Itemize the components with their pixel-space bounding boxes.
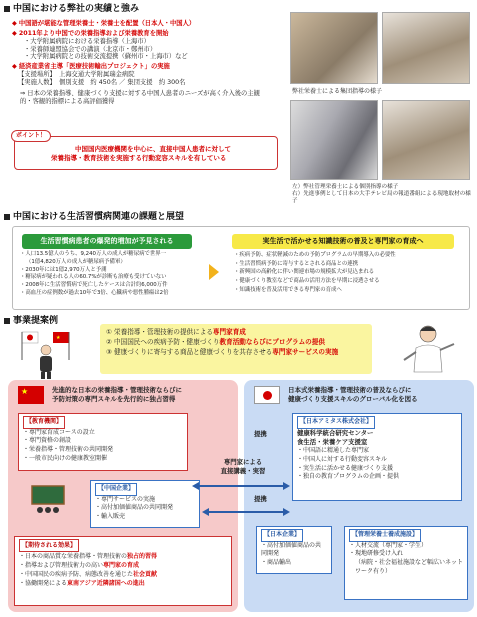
- effects-tag: 【期待される効果】: [19, 539, 79, 552]
- square-bullet-icon: [4, 6, 10, 12]
- list-item: ・専門サービスの実施: [95, 495, 156, 503]
- china-flag-icon: ★: [18, 386, 44, 404]
- partnership-label-2: 提携: [254, 495, 267, 503]
- list-item: ・健康づくり教室などで商品の活用方法を早期に浸透させる: [234, 277, 380, 284]
- amitas-dept-1: 健康科学統合研究センター: [297, 428, 374, 437]
- proposal-3: ③ 健康づくりに寄与する商品と健康づくりを共存させる専門家サービスの実施: [106, 348, 339, 357]
- list-item: ・生活習慣病予防に寄与するとされる商品との連携: [234, 260, 359, 267]
- training-facility-box: [344, 526, 468, 600]
- photo-tv-interview: [382, 100, 470, 180]
- list-item: ・高付加価値商品の共同開発: [261, 541, 322, 558]
- japan-flag-icon: [254, 386, 280, 404]
- proposal-2: ② 中国国民への疾病予防・健康づくり教育活動ならびにプログラムの提供: [106, 338, 325, 347]
- section2-title: 中国における生活習慣病関連の課題と展望: [4, 212, 184, 223]
- point-line-2: 栄養指導・教育技術を実施する行動変容スキルを有している: [51, 154, 227, 163]
- list-item: （1億4,820万人の成人が糖尿病予備軍）: [26, 258, 126, 265]
- list-item: （病院・社会福祉施設など幅広いネットワーク有り）: [355, 559, 464, 575]
- point-line-1: 中国国内医療機関を中心に、直接中国人患者に対して: [75, 145, 231, 153]
- list-item: ・指導および管理技術力の高い専門家の育成: [19, 562, 140, 569]
- list-item: ・現地研修受け入れ: [349, 550, 404, 558]
- edu-box: [18, 413, 188, 471]
- list-item: ・栄養指導・管理技術の共同開発: [23, 446, 114, 454]
- result-row: 【実施人数】 個別支援 約 450名 ／ 集団支援 約 300名: [18, 79, 186, 87]
- point-label: ポイント！: [11, 130, 51, 142]
- amitas-box: [292, 413, 462, 501]
- list-item: ・人材交流（専門家・学生）: [349, 541, 428, 549]
- amitas-tag: 【日本アミタス株式会社】: [297, 416, 375, 429]
- china-company-box: [90, 480, 200, 528]
- list-item: ・糖尿病が疑われる人の60.7%が診断も治療も受けていない: [20, 274, 167, 281]
- s1-bullet-2-list: [12, 38, 282, 62]
- issues-right-heading: 実生活で活かせる知識技術の普及と専門家の育成へ: [232, 234, 454, 249]
- svg-text:★: ★: [56, 335, 61, 341]
- photo-group-session: [290, 12, 378, 84]
- diamond-icon: ◆: [12, 29, 17, 37]
- photo-caption-1: 弊社栄養士による集団指導の様子: [292, 88, 383, 95]
- china-company-tag: 【中国企業】: [95, 483, 137, 496]
- s1-conclusion: ⇒ 日本の栄養指導、健康づくり支援に対する中国人患者のニーズが高く介入後の主観的・客観的指標による高評価獲得: [20, 89, 260, 105]
- double-arrow-top: [192, 482, 290, 488]
- list-item: ・栄養師連盟協会での講演（北京市・鄭州市）: [24, 45, 157, 53]
- expected-effects-box: [14, 536, 232, 606]
- training-facility-tag: 【管理栄養士養成施設】: [349, 529, 421, 542]
- list-item: ・輸入販売: [95, 513, 126, 521]
- japan-company-tag: 【日本企業】: [261, 529, 303, 542]
- photo-individual: [290, 100, 378, 180]
- double-arrow-bottom: [202, 508, 290, 516]
- list-item: ・高血圧の症例数が過去10年で3倍、心臓病や悪性腫瘍は2倍: [20, 290, 169, 297]
- list-item: ・中国国民の疾病予防、病態改善を通じた社会貢献: [19, 571, 158, 578]
- presenter-illustration: [396, 322, 456, 378]
- edu-tag: 【教育機関】: [23, 416, 65, 429]
- diamond-icon: ◆: [12, 63, 17, 71]
- china-panel-heading: 先進的な日本の栄養指導・管理技術ならびに 予防対策の専門スキルを先行的に独占習得: [52, 386, 182, 404]
- japan-panel-heading: 日本式栄養指導・管理技術の普及ならびに 健康づくり支援スキルのグローバル化を図る: [288, 386, 418, 404]
- list-item: ・新興国の高齢化に伴い関連市場の規模拡大が見込まれる: [234, 269, 375, 276]
- list-item: ・2030年には1億2,970万人と予測: [20, 266, 107, 273]
- issues-left-list: [20, 251, 206, 298]
- s1-bullet-2: ◆ 2011年より中国での栄養指導および栄養教育を開始: [12, 29, 169, 37]
- support-row: 【支援場所】 上海交通大学附属瑞金病院: [18, 71, 135, 79]
- list-item: ・知識技術を普及活用できる専門家の育成へ: [234, 286, 342, 293]
- arrow-right-icon: [209, 264, 219, 280]
- section1-body: [12, 20, 282, 106]
- point-box: [14, 132, 278, 170]
- list-item: ・一般市民向けの健康教室開催: [23, 454, 108, 462]
- list-item: ・日本の商品賞な栄養指導・管理技術の独占的習得: [19, 553, 158, 560]
- list-item: ・2008年に生活習慣病で死亡したケースは合計約6,000万件: [20, 282, 168, 289]
- amitas-dept-2: 食生活・栄養ケア支援室: [297, 437, 368, 446]
- list-item: ・実生活に活かせる健康づくり支援: [297, 464, 394, 472]
- japan-company-box: [256, 526, 332, 574]
- square-bullet-icon: [4, 214, 10, 220]
- square-bullet-icon: [4, 318, 10, 324]
- partnership-label-1: 提携: [254, 430, 267, 438]
- list-item: ・大学附属病院における栄養指導（上海市）: [24, 37, 150, 45]
- list-item: ・協働開発による東南アジア近隣諸国への進出: [19, 580, 145, 587]
- list-item: ・商品輸出: [261, 559, 292, 567]
- list-item: ・人口13.5億人のうち、9,240万人の成人が糖尿病で世界一: [20, 251, 167, 257]
- list-item: ・専門家育成コースの設立: [23, 428, 95, 436]
- photo-caption-2: 左）弊社管理栄養士による個別指導の様子 右）先進事例として日本の大手テレビ局の報道番組による現地取材の様子: [292, 184, 471, 204]
- proposal-box: [100, 324, 372, 374]
- direct-lecture-label: 専門家による 直接講義・実習: [220, 458, 266, 475]
- s1-bullet-1: ◆ 中国語が堪能な管理栄養士・栄養士を配置（日本人・中国人）: [12, 20, 196, 27]
- list-item: ・疾病予防、症状軽減のための予防プログラムの早期導入の必要性: [234, 252, 396, 258]
- section3-title: 事業提案例: [4, 316, 58, 327]
- list-item: ・独自の教育プログラムの企画・提供: [297, 473, 399, 481]
- list-item: ・中国人に対する行動変容スキル: [297, 455, 387, 463]
- list-item: ・中国語に精通した専門家: [297, 447, 370, 455]
- issues-left-heading: 生活習慣病患者の爆発的増加が予見される: [22, 234, 192, 249]
- proposal-1: ① 栄養指導・管理技術の提供による専門家育成: [106, 328, 246, 336]
- s1-bullet-3: ◆ 経済産業省主導「医療技術輸出プロジェクト」の実施: [12, 63, 170, 71]
- classroom-illustration: [30, 484, 66, 518]
- section1-title: 中国における弊社の実績と強み: [4, 4, 139, 15]
- issues-right-list: [234, 251, 464, 294]
- list-item: ・専門資格の創設: [23, 437, 72, 445]
- photo-lecture: [382, 12, 470, 84]
- diamond-icon: ◆: [12, 20, 17, 27]
- person-with-flags-illustration: [20, 330, 72, 380]
- list-item: ・高付加価値商品の共同開発: [95, 504, 174, 512]
- list-item: ・大学附属病院との技術交流提携（蘇州市・上海市）など: [24, 53, 188, 61]
